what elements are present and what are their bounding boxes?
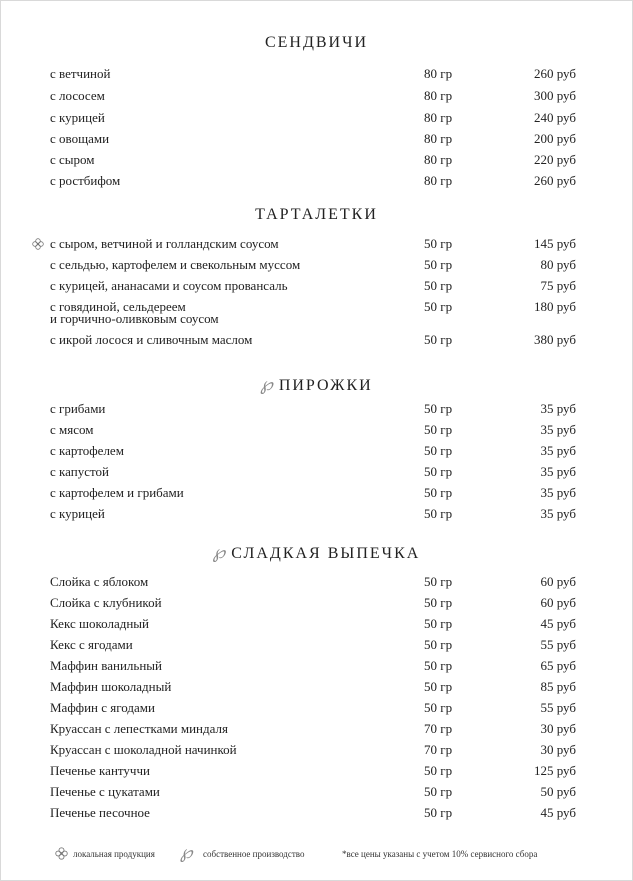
script-p-icon: ℘ [180, 842, 193, 862]
menu-item: с грибами 50 гр 35 руб [50, 401, 576, 416]
menu-item: с капустой 50 гр 35 руб [50, 464, 576, 479]
menu-item: Слойка с клубникой 50 гр 60 руб [50, 595, 576, 610]
menu-item: с ростбифом 80 гр 260 руб [50, 173, 576, 188]
menu-item: с ветчиной 80 гр 260 руб [50, 66, 576, 81]
menu-item: с говядиной, сельдереем и горчично-оливковым соусом 50 гр 180 руб [50, 299, 576, 326]
script-p-icon: ℘ [260, 374, 275, 395]
menu-item: с курицей, ананасами и соусом провансаль 50 гр 75 руб [50, 278, 576, 293]
menu-item: Печенье кантуччи 50 гр 125 руб [50, 763, 576, 778]
legend [0, 842, 633, 865]
menu-item: с сыром 80 гр 220 руб [50, 152, 576, 167]
section-title-tartlets: ТАРТАЛЕТКИ [255, 206, 378, 223]
section-title-sandwiches: СЕНДВИЧИ [264, 34, 369, 51]
menu-item: Кекс шоколадный 50 гр 45 руб [50, 616, 576, 631]
section-title-pastry: ℘ СЛАДКАЯ ВЫПЕЧКА [212, 542, 421, 563]
menu-item: Печенье с цукатами 50 гр 50 руб [50, 784, 576, 799]
menu-item: с икрой лосося и сливочным маслом 50 гр 380 руб [50, 332, 576, 347]
menu-item: Слойка с яблоком 50 гр 60 руб [50, 574, 576, 589]
legend-own-text: собственное производство [203, 849, 305, 859]
menu-item: с курицей 50 гр 35 руб [50, 506, 576, 521]
menu-item: Маффин шоколадный 50 гр 85 руб [50, 679, 576, 694]
menu-item: с мясом 50 гр 35 руб [50, 422, 576, 437]
menu-item: с картофелем 50 гр 35 руб [50, 443, 576, 458]
section-title-pies: ℘ ПИРОЖКИ [260, 374, 373, 395]
menu-item: с курицей 80 гр 240 руб [50, 110, 576, 125]
flower-icon [55, 847, 68, 860]
menu-item: с сыром, ветчиной и голландским соусом 50 гр 145 руб [0, 236, 633, 256]
script-p-icon: ℘ [212, 542, 228, 563]
menu-item: с сельдью, картофелем и свекольным муссом 50 гр 80 руб [50, 257, 576, 272]
legend-local-text: локальная продукция [73, 849, 155, 859]
menu-item: Маффин ванильный 50 гр 65 руб [50, 658, 576, 673]
menu-item: с лососем 80 гр 300 руб [50, 88, 576, 103]
flower-icon [32, 238, 44, 250]
menu-item: Печенье песочное 50 гр 45 руб [50, 805, 576, 820]
menu-item: Кекс с ягодами 50 гр 55 руб [50, 637, 576, 652]
menu-item: Круассан с лепестками миндаля 70 гр 30 руб [50, 721, 576, 736]
menu-item: с картофелем и грибами 50 гр 35 руб [50, 485, 576, 500]
menu-item: с овощами 80 гр 200 руб [50, 131, 576, 146]
menu-item: Маффин с ягодами 50 гр 55 руб [50, 700, 576, 715]
service-fee-note: *все цены указаны с учетом 10% сервисного сбора [342, 849, 538, 859]
menu-item: Круассан с шоколадной начинкой 70 гр 30 руб [50, 742, 576, 757]
